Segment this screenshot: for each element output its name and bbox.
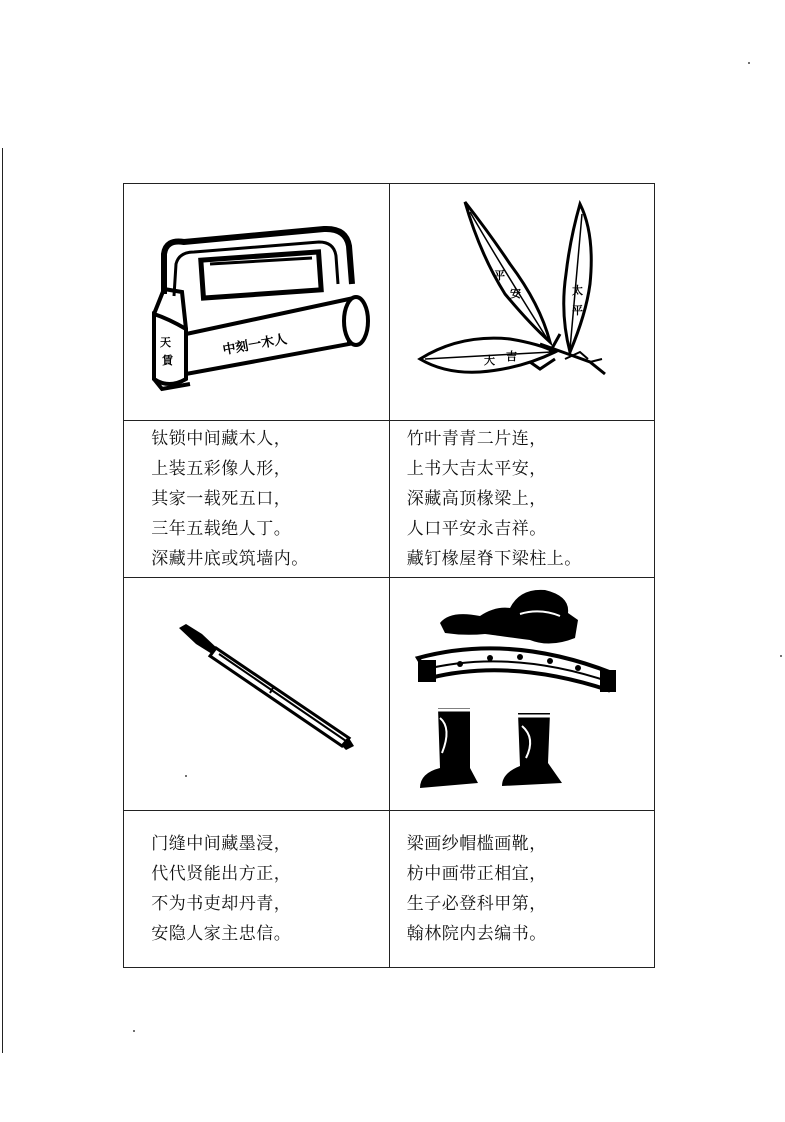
poem-line: 其家一载死五口， [151, 489, 292, 509]
panel-hat-belt-boots-text [389, 811, 655, 968]
leaf-label-1a: 平 [493, 269, 505, 282]
poem-line: 竹叶青青二片连， [406, 429, 547, 449]
panel-iron-lock-text [124, 421, 390, 578]
poem-line: 生子必登科甲第， [406, 894, 547, 914]
leaf-label-3a: 大 [483, 354, 495, 367]
poem-line: 人口平安永吉祥。 [406, 519, 547, 539]
poem-iron-lock [151, 424, 361, 574]
poem-line: 钛锁中间藏木人， [151, 429, 292, 449]
poem-line: 藏钉椽屋脊下梁柱上。 [406, 549, 582, 569]
panel-bamboo-leaves-text [389, 421, 655, 578]
poem-line: 安隐人家主忠信。 [151, 924, 292, 944]
poem-line: 门缝中间藏墨浸， [151, 834, 292, 854]
page-margin-line [2, 148, 3, 1053]
leaf-label-2a: 太 [571, 284, 583, 297]
lock-label-left: 天 [160, 336, 171, 349]
lock-label-main: 中刻一木人 [221, 332, 289, 359]
leaf-label-2b: 平 [571, 304, 583, 317]
bamboo-leaves-icon [390, 184, 655, 420]
poem-line: 枋中画带正相宜， [406, 864, 547, 884]
poem-line: 代代贤能出方正， [151, 864, 292, 884]
hat-belt-boots-icon [390, 578, 655, 810]
poem-line: 上装五彩像人形， [151, 459, 292, 479]
poem-line: 不为书吏却丹青， [151, 894, 292, 914]
panel-ink-brush-image [124, 578, 390, 811]
panel-hat-belt-boots-image [389, 578, 655, 811]
poem-line: 梁画纱帽槛画靴， [406, 834, 547, 854]
poem-line: 深藏高顶椽梁上， [406, 489, 547, 509]
panel-iron-lock-image [124, 184, 390, 421]
lock-label-left2: 賃 [162, 354, 173, 367]
leaf-label-1b: 安 [509, 287, 521, 300]
poem-ink-brush [151, 829, 361, 949]
scan-speck [133, 1030, 135, 1032]
poem-line: 上书大吉太平安， [406, 459, 547, 479]
poem-line: 翰林院内去编书。 [406, 924, 547, 944]
poem-hat-belt-boots [407, 829, 637, 949]
poem-line: 深藏井底或筑墙内。 [151, 549, 309, 569]
poem-line: 三年五载绝人丁。 [151, 519, 292, 539]
poem-bamboo-leaves [407, 424, 637, 574]
panel-bamboo-leaves-image [389, 184, 655, 421]
illustration-table [123, 183, 655, 968]
panel-ink-brush-text [124, 811, 390, 968]
iron-lock-icon [124, 184, 389, 420]
scan-speck [748, 62, 750, 64]
ink-brush-icon [124, 578, 389, 810]
leaf-label-3b: 吉 [505, 350, 517, 363]
scan-speck [780, 655, 782, 657]
